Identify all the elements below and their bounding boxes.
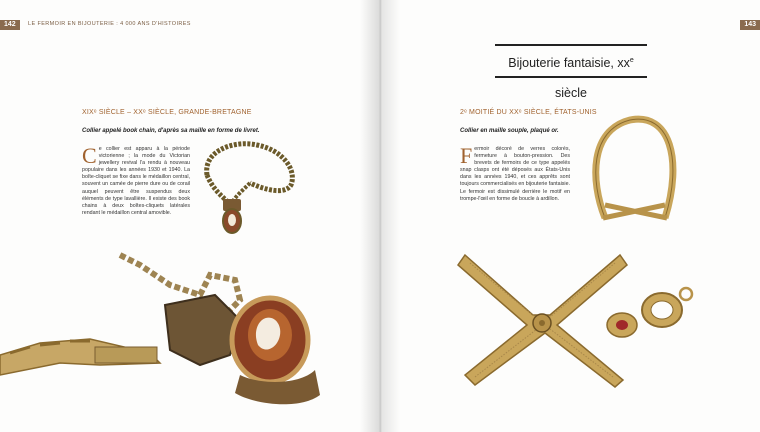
section-heading-right: 2ᵉ MOITIÉ DU XXᵉ SIÈCLE, ÉTATS-UNIS	[460, 109, 597, 116]
book-chain-closeup-image	[0, 235, 360, 432]
running-head: LE FERMOIR EN BIJOUTERIE : 4 000 ANS D'HISTOIRES	[28, 21, 191, 27]
body-text-left	[82, 143, 190, 217]
section-heading-left: XIXᵉ SIÈCLE – XXᵉ SIÈCLE, GRANDE-BRETAGNE	[82, 109, 252, 116]
page-number-left: 142	[0, 20, 20, 30]
body-text-right	[460, 143, 570, 203]
book-gutter-shadow	[360, 0, 400, 432]
page-number-right: 143	[740, 20, 760, 30]
dropcap-right: F	[460, 143, 473, 168]
subheading-left: Collier appelé book chain, d'après sa maille en forme de livret.	[82, 128, 260, 134]
page-title	[495, 44, 647, 101]
snap-clasp-parts-image	[602, 280, 697, 350]
page-title-superscript: e	[629, 57, 634, 64]
subheading-right: Collier en maille souple, plaqué or.	[460, 128, 559, 134]
body-text-right-content: ermoir décoré de verres colorés, fermeture à bouton-pression. Des brevets de fermoirs de ce type appelés snap clasps ont été déposés aux États-Unis dans les années 1940, et ces apprêts sont toujours commercialisés en bijouterie fantaisie. Le fermoir est dissimulé derrière le motif en trompe-l'œil en forme de boucle à ardillon.	[460, 146, 570, 202]
collar-necklace-image	[585, 110, 685, 230]
body-text-left-content: e collier est apparu à la période victorienne ; la mode du Victorian jewellery revival l'a rendu à nouveau populaire dans les années 1930 et 1940. La boîte-cliquet se fixe dans le médaillon central, souvent un camée de pierre dure ou de corail auquel peuvent être suspendus deux éléments de type lavallière. Il existe des book chains à deux boîtes-cliquets latérales rendant le médaillon central amovible.	[82, 146, 190, 216]
dropcap-left: C	[82, 143, 97, 168]
book-chain-necklace-image	[195, 135, 305, 240]
page-title-main: Bijouterie fantaisie, xx	[508, 56, 630, 71]
right-page	[380, 0, 760, 432]
page-title-end: siècle	[555, 86, 587, 101]
